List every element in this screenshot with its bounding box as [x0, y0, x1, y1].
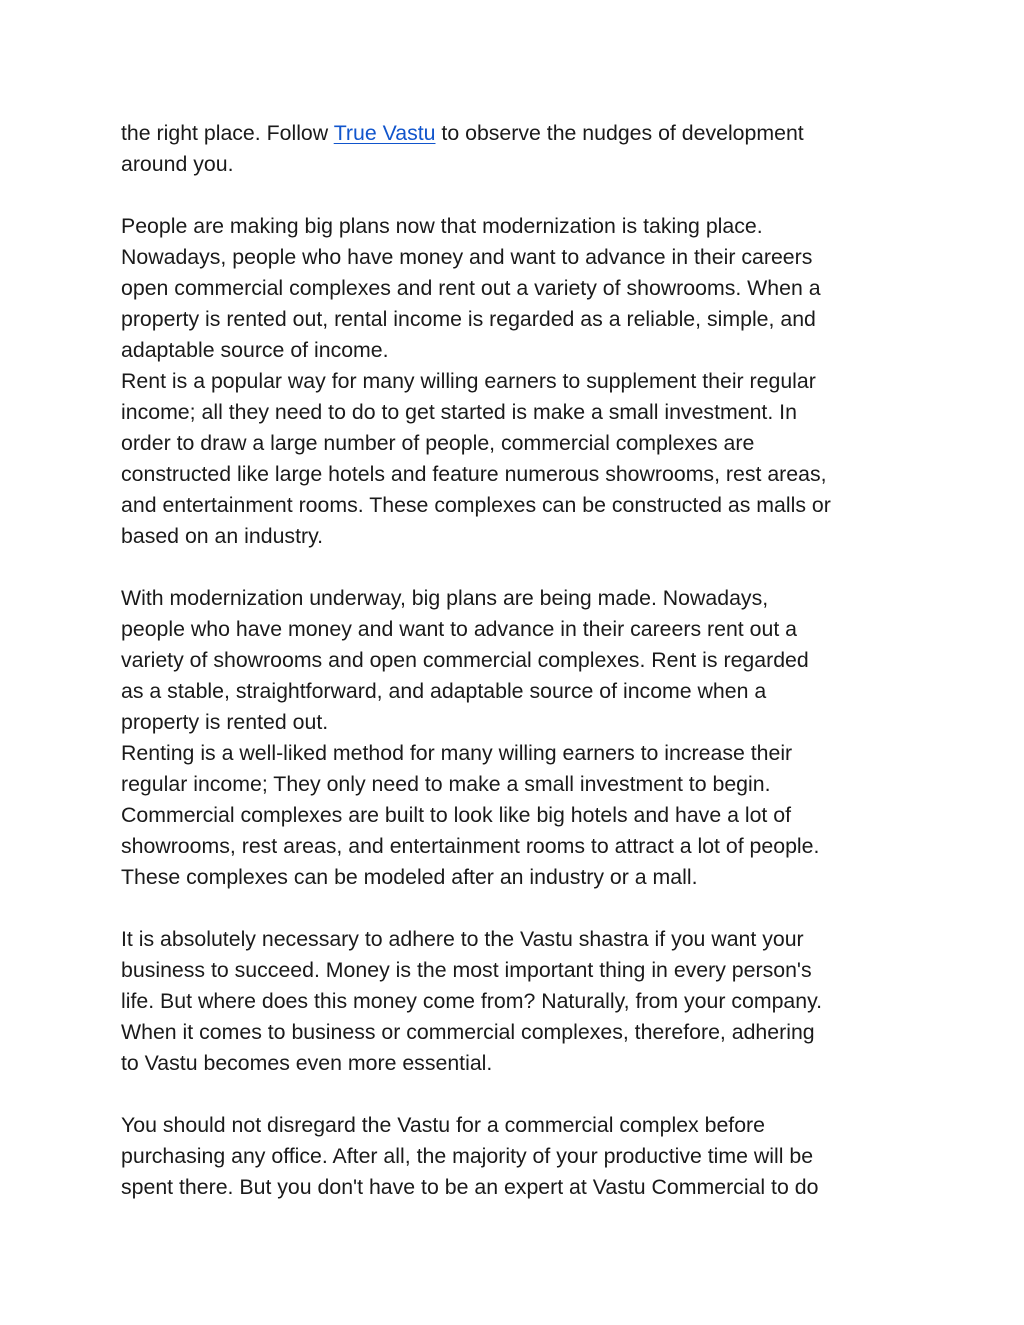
paragraph-5: [121, 1110, 921, 1203]
paragraph-line: open commercial complexes and rent out a variety of showrooms. When a: [121, 276, 821, 300]
paragraph-2: [121, 211, 921, 552]
paragraph-line: spent there. But you don't have to be an expert at Vastu Commercial to do: [121, 1175, 819, 1199]
line-text-before-link: the right place. Follow: [121, 121, 334, 145]
paragraph-line: and entertainment rooms. These complexes can be constructed as malls or: [121, 493, 831, 517]
paragraph-line: people who have money and want to advance in their careers rent out a: [121, 617, 798, 641]
paragraph-3: [121, 583, 921, 893]
paragraph-line: adaptable source of income.: [121, 338, 389, 362]
paragraph-spacer: [121, 552, 921, 583]
paragraph-line: With modernization underway, big plans are being made. Nowadays,: [121, 586, 769, 610]
paragraph-line: It is absolutely necessary to adhere to the Vastu shastra if you want your: [121, 927, 804, 951]
paragraph-line: variety of showrooms and open commercial complexes. Rent is regarded: [121, 648, 809, 672]
paragraph-line: Renting is a well-liked method for many willing earners to increase their: [121, 741, 793, 765]
paragraph-line: around you.: [121, 152, 234, 176]
paragraph-line: Nowadays, people who have money and want to advance in their careers: [121, 245, 813, 269]
paragraph-line: Rent is a popular way for many willing earners to supplement their regular: [121, 369, 816, 393]
paragraph-line: based on an industry.: [121, 524, 324, 548]
paragraph-line: property is rented out, rental income is regarded as a reliable, simple, and: [121, 307, 816, 331]
paragraph-line: property is rented out.: [121, 710, 329, 734]
document-body: [121, 118, 921, 1203]
paragraph-1: [121, 118, 921, 180]
paragraph-line: These complexes can be modeled after an industry or a mall.: [121, 865, 698, 889]
paragraph-line: purchasing any office. After all, the majority of your productive time will be: [121, 1144, 814, 1168]
paragraph-line: as a stable, straightforward, and adaptable source of income when a: [121, 679, 767, 703]
paragraph-line: constructed like large hotels and feature numerous showrooms, rest areas,: [121, 462, 827, 486]
paragraph-line: business to succeed. Money is the most important thing in every person's: [121, 958, 812, 982]
paragraph-line: showrooms, rest areas, and entertainment rooms to attract a lot of people.: [121, 834, 820, 858]
paragraph-spacer: [121, 893, 921, 924]
paragraph-4: [121, 924, 921, 1079]
true-vastu-link[interactable]: True Vastu: [333, 121, 436, 145]
paragraph-spacer: [121, 1079, 921, 1110]
line-text-after-link: to observe the nudges of development: [435, 121, 804, 145]
paragraph-line: regular income; They only need to make a small investment to begin.: [121, 772, 771, 796]
paragraph-line: You should not disregard the Vastu for a commercial complex before: [121, 1113, 765, 1137]
paragraph-line: Commercial complexes are built to look like big hotels and have a lot of: [121, 803, 792, 827]
paragraph-line: life. But where does this money come from? Naturally, from your company.: [121, 989, 823, 1013]
paragraph-line: income; all they need to do to get started is make a small investment. In: [121, 400, 797, 424]
paragraph-spacer: [121, 180, 921, 211]
paragraph-line: to Vastu becomes even more essential.: [121, 1051, 493, 1075]
paragraph-line: order to draw a large number of people, commercial complexes are: [121, 431, 755, 455]
paragraph-line: When it comes to business or commercial complexes, therefore, adhering: [121, 1020, 815, 1044]
paragraph-line: People are making big plans now that modernization is taking place.: [121, 214, 763, 238]
paragraph-line: [121, 118, 921, 149]
